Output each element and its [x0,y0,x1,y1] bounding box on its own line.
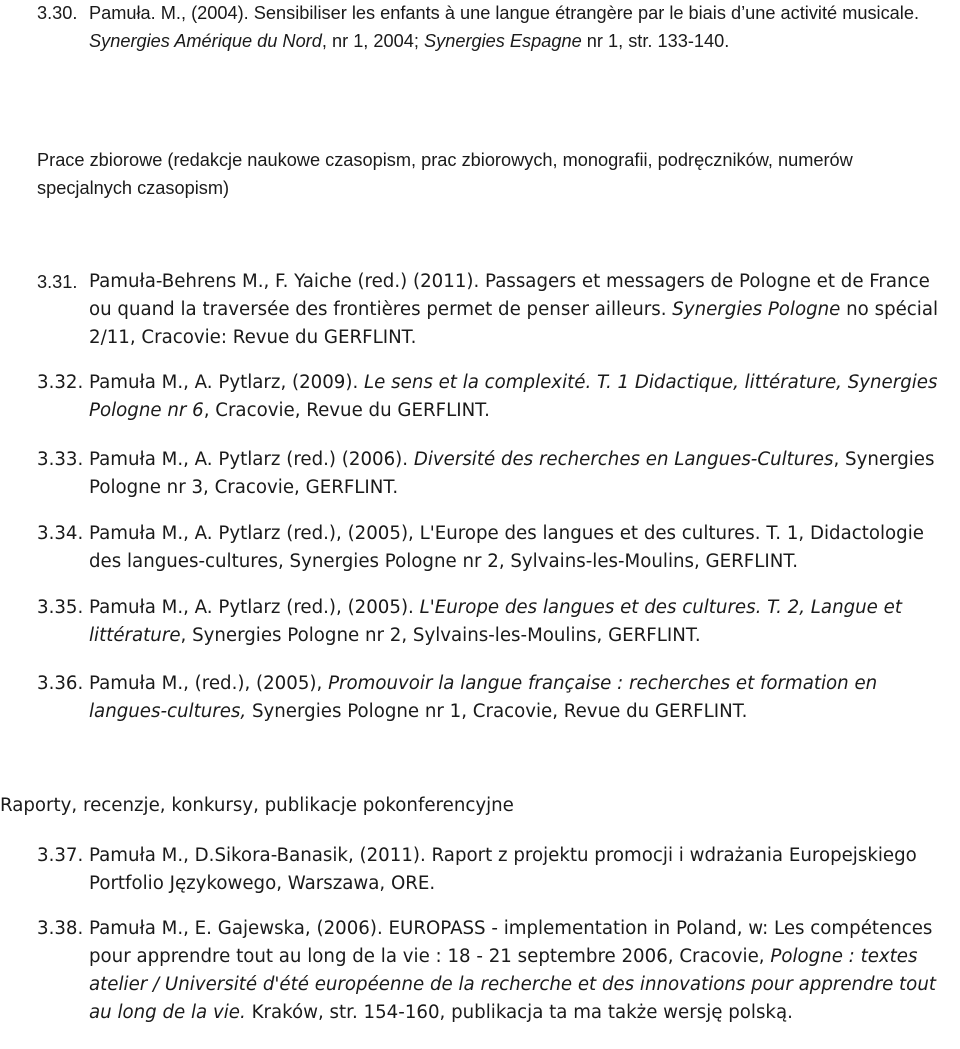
entry-number: 3.36. [37,673,84,694]
entry-3-38 [37,915,955,1027]
entry-number: 3.34. [37,523,84,544]
entry-text: Pamuła M., A. Pytlarz (red.), (2005), L'Europe des langues et des cultures. T. 1, Didactologie des langues-cultures, Synergies Pologne nr 2, Sylvains-les-Moulins, GERFLINT. [89,523,924,572]
entry-text: Pamuła M., D.Sikora-Banasik, (2011). Raport z projektu promocji i wdrażania Europejskiego Portfolio Językowego, Warszawa, ORE. [89,845,917,894]
entry-text: Pamuła M., A. Pytlarz, (2009). Le sens et la complexité. T. 1 Didactique, littérature, Synergies Pologne nr 6, Cracovie, Revue du GERFLINT. [89,372,938,421]
section-heading-prace-zbiorowe: Prace zbiorowe (redakcje naukowe czasopism, prac zbiorowych, monografii, podręczników, numerów specjalnych czasopism) [37,150,853,198]
entry-3-34 [37,520,955,576]
entry-number: 3.38. [37,918,84,939]
entry-text: Pamuła M., A. Pytlarz (red.), (2005). L'Europe des langues et des cultures. T. 2, Langue et littérature, Synergies Pologne nr 2, Sylvains-les-Moulins, GERFLINT. [89,597,902,646]
entry-number: 3.33. [37,449,84,470]
entry-number: 3.35. [37,597,84,618]
entry-3-30 [37,0,955,55]
entry-3-35 [37,594,955,650]
entry-text: Pamuła. M., (2004). Sensibiliser les enfants à une langue étrangère par le biais d’une activité musicale. Synergies Amérique du Nord, nr 1, 2004; Synergies Espagne nr 1, str. 133-140. [89,3,920,51]
entry-text: Pamuła M., A. Pytlarz (red.) (2006). Diversité des recherches en Langues-Cultures, Synergies Pologne nr 3, Cracovie, GERFLINT. [89,449,935,498]
entry-number: 3.32. [37,372,84,393]
entry-3-33 [37,446,955,502]
entry-3-31 [37,268,955,352]
entry-text: Pamuła-Behrens M., F. Yaiche (red.) (2011). Passagers et messagers de Pologne et de France ou quand la traversée des frontières permet de penser ailleurs. Synergies Pologne no spécial 2/11, Cracovie: Revue du GERFLINT. [89,271,939,348]
entry-3-37 [37,842,955,898]
entry-number: 3.31. [37,272,78,292]
entry-number: 3.30. [37,3,78,23]
entry-text: Pamuła M., E. Gajewska, (2006). EUROPASS - implementation in Poland, w: Les compétences pour apprendre tout au long de la vie : 18 - 21 septembre 2006, Cracovie, Pologne : textes atelier / Université d'été européenne de la recherche et des innovations pour apprendre tout au long de la vie. Kraków, str. 154-160, publikacja ta ma także wersję polską. [89,918,936,1023]
entry-number: 3.37. [37,845,84,866]
section-heading-raporty: Raporty, recenzje, konkursy, publikacje pokonferencyjne [0,795,514,816]
entry-text: Pamuła M., (red.), (2005), Promouvoir la langue française : recherches et formation en langues-cultures, Synergies Pologne nr 1, Cracovie, Revue du GERFLINT. [89,673,878,722]
entry-3-36 [37,670,955,726]
entry-3-32 [37,369,955,425]
